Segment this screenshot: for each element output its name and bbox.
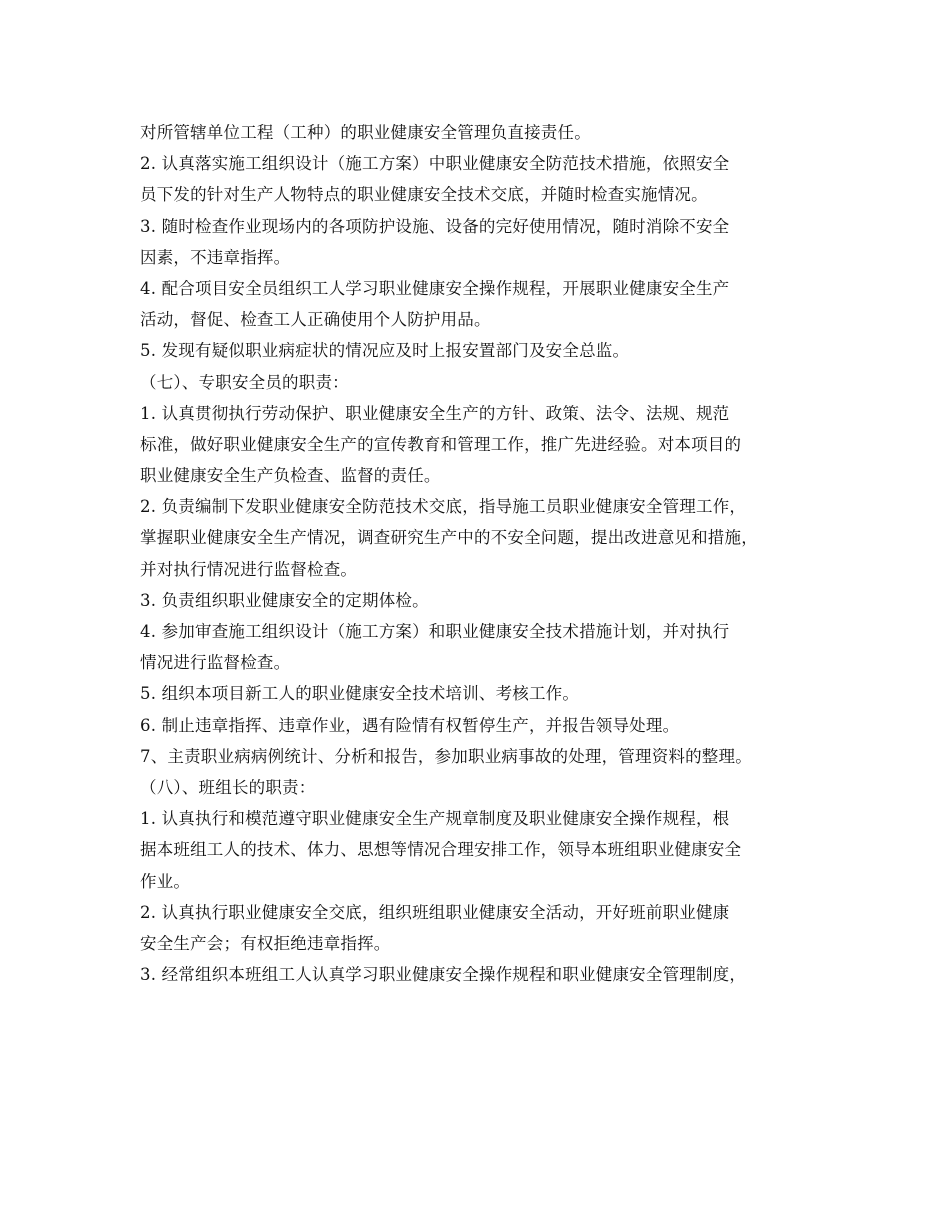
text-line: 4. 参加审查施工组织设计（施工方案）和职业健康安全技术措施计划，并对执行 xyxy=(140,622,730,641)
text-line: 职业健康安全生产负检查、监督的责任。 xyxy=(140,466,441,486)
text-line: 安全生产会；有权拒绝违章指挥。 xyxy=(140,933,391,953)
text-line: 因素，不违章指挥。 xyxy=(140,247,291,267)
text-line: 员下发的针对生产人物特点的职业健康安全技术交底，并随时检查实施情况。 xyxy=(140,185,708,205)
text-line: 5. 组织本项目新工人的职业健康安全技术培训、考核工作。 xyxy=(140,684,580,704)
document-body xyxy=(140,117,830,990)
text-line: 作业。 xyxy=(140,871,191,891)
text-line: 掌握职业健康安全生产情况，调查研究生产中的不安全问题，提出改进意见和措施， xyxy=(140,528,758,548)
text-line: 5. 发现有疑似职业病症状的情况应及时上报安置部门及安全总监。 xyxy=(140,341,630,361)
text-line: 3. 经常组织本班组工人认真学习职业健康安全操作规程和职业健康安全管理制度， xyxy=(140,965,747,985)
text-line: 1. 认真执行和模范遵守职业健康安全生产规章制度及职业健康安全操作规程，根 xyxy=(140,809,730,829)
text-line: 3. 随时检查作业现场内的各项防护设施、设备的完好使用情况，随时消除不安全 xyxy=(140,216,730,236)
text-line: 3. 负责组织职业健康安全的定期体检。 xyxy=(140,590,429,610)
text-line: 并对执行情况进行监督检查。 xyxy=(140,559,358,579)
text-line: 7、主责职业病病例统计、分析和报告，参加职业病事故的处理，管理资料的整理。 xyxy=(140,746,752,766)
text-line: 标准，做好职业健康安全生产的宣传教育和管理工作，推广先进经验。对本项目的 xyxy=(140,434,742,454)
text-line: 活动，督促、检查工人正确使用个人防护用品。 xyxy=(140,310,491,330)
text-line: 2. 认真执行职业健康安全交底，组织班组职业健康安全活动，开好班前职业健康 xyxy=(140,902,730,922)
text-line: 6. 制止违章指挥、违章作业，遇有险情有权暂停生产，并报告领导处理。 xyxy=(140,715,680,735)
text-line: 2. 认真落实施工组织设计（施工方案）中职业健康安全防范技术措施，依照安全 xyxy=(140,154,730,174)
section-heading: （七）、专职安全员的职责： xyxy=(140,372,349,392)
text-line: 1. 认真贯彻执行劳动保护、职业健康安全生产的方针、政策、法令、法规、规范 xyxy=(140,403,730,423)
text-line: 4. 配合项目安全员组织工人学习职业健康安全操作规程，开展职业健康安全生产 xyxy=(140,278,730,298)
section-heading: （八）、班组长的职责： xyxy=(140,777,316,797)
text-line: 情况进行监督检查。 xyxy=(140,653,291,673)
text-line: 据本班组工人的技术、体力、思想等情况合理安排工作，领导本班组职业健康安全 xyxy=(140,840,742,860)
text-line: 2. 负责编制下发职业健康安全防范技术交底，指导施工员职业健康安全管理工作， xyxy=(140,497,747,517)
text-line: 对所管辖单位工程（工种）的职业健康安全管理负直接责任。 xyxy=(140,123,591,142)
